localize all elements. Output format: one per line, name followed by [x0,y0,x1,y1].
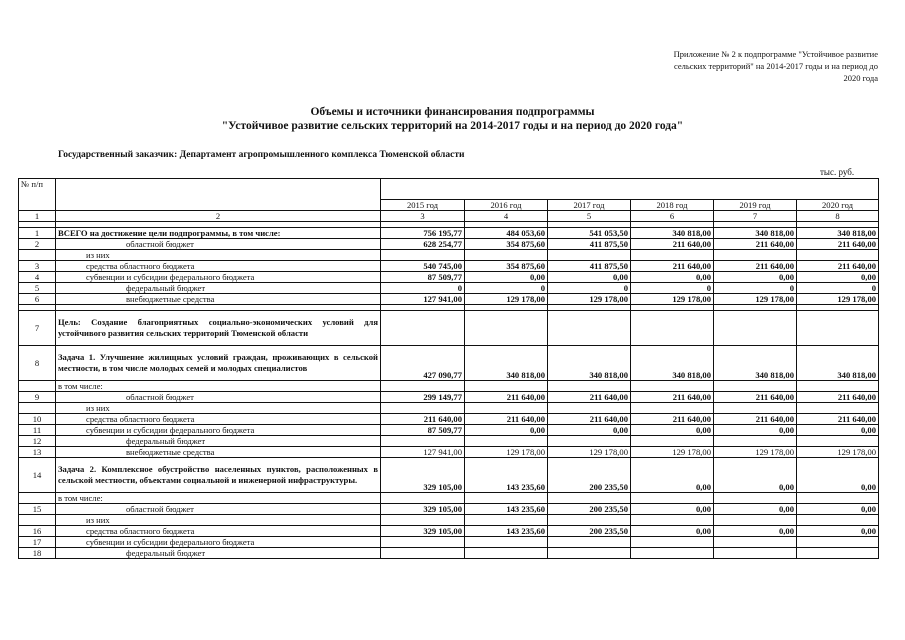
header-label-cell [56,179,381,211]
row-value: 0,00 [714,458,797,493]
row-value: 211 640,00 [465,414,548,425]
row-value: 129 178,00 [465,447,548,458]
row-value: 129 178,00 [548,294,631,305]
row-value: 211 640,00 [797,414,879,425]
header-year: 2015 год [381,200,465,211]
row-value: 756 195,77 [381,228,465,239]
row-value: 211 640,00 [631,261,714,272]
appendix-line: сельских территорий" на 2014-2017 годы и на период до [673,61,878,71]
row-value: 0 [465,283,548,294]
row-num: 5 [19,283,56,294]
index-cell: 5 [548,211,631,222]
row-label: федеральный бюджет [56,548,381,559]
table-row [19,403,879,414]
header-years-group [381,179,879,200]
row-value: 0 [797,283,879,294]
row-value: 129 178,00 [714,294,797,305]
row-num: 14 [19,458,56,493]
row-num: 6 [19,294,56,305]
index-cell: 3 [381,211,465,222]
table-row [19,515,879,526]
row-value: 329 105,00 [381,526,465,537]
row-num: 13 [19,447,56,458]
document-subtitle: "Устойчивое развитие сельских территорий на 2014-2017 годы и на период до 2020 года" [221,120,684,132]
row-value: 200 235,50 [548,458,631,493]
row-value: 340 818,00 [714,346,797,381]
row-num: 9 [19,392,56,403]
row-label: средства областного бюджета [56,414,381,425]
row-num [19,515,56,526]
row-label: областной бюджет [56,392,381,403]
row-value: 211 640,00 [797,392,879,403]
row-value: 340 818,00 [797,228,879,239]
row-label: Задача 2. Комплексное обустройство населенных пунктов, расположенных в сельской местности, объектами социальной и инженерной инфраструктуры. [56,458,381,493]
row-value: 0,00 [631,425,714,436]
row-value: 0,00 [797,458,879,493]
row-label: областной бюджет [56,504,381,515]
table-row [19,283,879,294]
row-value: 0,00 [465,425,548,436]
row-label: из них [56,250,381,261]
row-label: Задача 1. Улучшение жилищных условий граждан, проживающих в сельской местности, в том числе молодых семей и молодых специалистов [56,346,381,381]
table-row [19,392,879,403]
row-value: 143 235,60 [465,458,548,493]
row-value: 329 105,00 [381,504,465,515]
row-value: 211 640,00 [631,239,714,250]
row-value: 299 149,77 [381,392,465,403]
table-row [19,261,879,272]
appendix-note [578,48,878,84]
index-row [19,211,879,222]
table-row [19,436,879,447]
row-label: из них [56,403,381,414]
table-row [19,526,879,537]
row-value: 0,00 [714,504,797,515]
row-num: 11 [19,425,56,436]
row-value: 211 640,00 [631,414,714,425]
appendix-line: 2020 года [843,73,878,83]
index-cell: 6 [631,211,714,222]
row-num [19,250,56,261]
row-label: средства областного бюджета [56,526,381,537]
row-value: 340 818,00 [548,346,631,381]
row-value: 211 640,00 [714,239,797,250]
table-row [19,228,879,239]
row-label: внебюджетные средства [56,447,381,458]
row-value: 211 640,00 [631,392,714,403]
row-value: 340 818,00 [797,346,879,381]
row-value: 211 640,00 [381,414,465,425]
row-value: 200 235,50 [548,504,631,515]
table-row [19,548,879,559]
row-value: 0 [548,283,631,294]
header-year: 2020 год [797,200,879,211]
row-num: 16 [19,526,56,537]
table-row [19,239,879,250]
row-value: 129 178,00 [631,447,714,458]
row-value: 211 640,00 [797,239,879,250]
row-label: в том числе: [56,493,381,504]
row-num [19,403,56,414]
row-num: 18 [19,548,56,559]
row-value: 628 254,77 [381,239,465,250]
row-value: 329 105,00 [381,458,465,493]
header-year: 2019 год [714,200,797,211]
row-label: федеральный бюджет [56,283,381,294]
table-row [19,250,879,261]
row-value: 0,00 [548,425,631,436]
row-value: 0,00 [631,504,714,515]
financing-table [18,178,879,559]
row-num: 12 [19,436,56,447]
index-cell: 1 [19,211,56,222]
row-label: Цель: Создание благоприятных социально-экономических условий для устойчивого развития сельских территорий Тюменской области [56,311,381,346]
row-num: 1 [19,228,56,239]
row-value: 0,00 [631,272,714,283]
row-label: внебюджетные средства [56,294,381,305]
row-num: 7 [19,311,56,346]
row-num: 3 [19,261,56,272]
row-num: 4 [19,272,56,283]
row-value: 0 [381,283,465,294]
row-value: 129 178,00 [548,447,631,458]
table-row [19,311,879,346]
row-value: 411 875,50 [548,239,631,250]
state-customer: Государственный заказчик: Департамент агропромышленного комплекса Тюменской области [58,150,465,160]
row-value: 0,00 [631,526,714,537]
row-label: федеральный бюджет [56,436,381,447]
row-value: 354 875,60 [465,261,548,272]
row-value: 540 745,00 [381,261,465,272]
row-num: 10 [19,414,56,425]
row-label: средства областного бюджета [56,261,381,272]
row-value: 211 640,00 [465,392,548,403]
row-value: 0,00 [714,425,797,436]
header-row [19,179,879,200]
row-value: 340 818,00 [714,228,797,239]
row-value: 0 [714,283,797,294]
row-label: в том числе: [56,381,381,392]
row-value: 211 640,00 [548,414,631,425]
table-row [19,381,879,392]
row-label: ВСЕГО на достижение цели подпрограммы, в том числе: [56,228,381,239]
row-value: 340 818,00 [631,228,714,239]
row-value: 0,00 [797,504,879,515]
row-value: 0,00 [797,425,879,436]
row-num [19,493,56,504]
row-value: 0,00 [631,458,714,493]
row-value: 0,00 [714,526,797,537]
row-value: 340 818,00 [631,346,714,381]
row-value: 427 090,77 [381,346,465,381]
row-value: 211 640,00 [548,392,631,403]
appendix-line: Приложение № 2 к подпрограмме "Устойчивое развитие [673,49,878,59]
row-value: 541 053,50 [548,228,631,239]
row-value: 211 640,00 [714,261,797,272]
row-value: 87 509,77 [381,425,465,436]
table-row [19,294,879,305]
unit-label: тыс. руб. [820,167,855,177]
row-value: 129 178,00 [465,294,548,305]
header-year: 2016 год [465,200,548,211]
row-value: 0,00 [548,272,631,283]
row-value: 129 178,00 [631,294,714,305]
row-value: 354 875,60 [465,239,548,250]
row-num: 8 [19,346,56,381]
index-cell: 8 [797,211,879,222]
table-row [19,272,879,283]
row-value: 211 640,00 [714,392,797,403]
header-year: 2017 год [548,200,631,211]
row-value: 340 818,00 [465,346,548,381]
row-value: 0 [631,283,714,294]
table-row [19,493,879,504]
row-value: 143 235,60 [465,526,548,537]
row-label: субвенции и субсидии федерального бюджета [56,537,381,548]
page-bottom-edge [0,628,905,640]
header-year: 2018 год [631,200,714,211]
row-value: 129 178,00 [797,294,879,305]
row-value: 127 941,00 [381,294,465,305]
row-label: субвенции и субсидии федерального бюджета [56,272,381,283]
row-value: 0,00 [797,526,879,537]
header-num: № п/п [19,179,56,211]
row-value: 0,00 [465,272,548,283]
document-title: Объемы и источники финансирования подпрограммы [310,106,595,118]
row-num [19,381,56,392]
row-value: 211 640,00 [797,261,879,272]
row-value: 87 509,77 [381,272,465,283]
row-value: 143 235,60 [465,504,548,515]
row-value: 411 875,50 [548,261,631,272]
table-row [19,447,879,458]
table-row [19,458,879,493]
row-value: 129 178,00 [797,447,879,458]
row-num: 17 [19,537,56,548]
row-label: субвенции и субсидии федерального бюджета [56,425,381,436]
table-row [19,425,879,436]
row-num: 15 [19,504,56,515]
row-value: 127 941,00 [381,447,465,458]
table-row [19,346,879,381]
row-value: 211 640,00 [714,414,797,425]
table-row [19,537,879,548]
row-num: 2 [19,239,56,250]
index-cell: 7 [714,211,797,222]
row-value: 0,00 [714,272,797,283]
row-value: 484 053,60 [465,228,548,239]
row-label: областной бюджет [56,239,381,250]
row-value: 200 235,50 [548,526,631,537]
index-cell: 2 [56,211,381,222]
row-label: из них [56,515,381,526]
table-row [19,504,879,515]
row-value: 0,00 [797,272,879,283]
table-row [19,414,879,425]
row-value: 129 178,00 [714,447,797,458]
index-cell: 4 [465,211,548,222]
